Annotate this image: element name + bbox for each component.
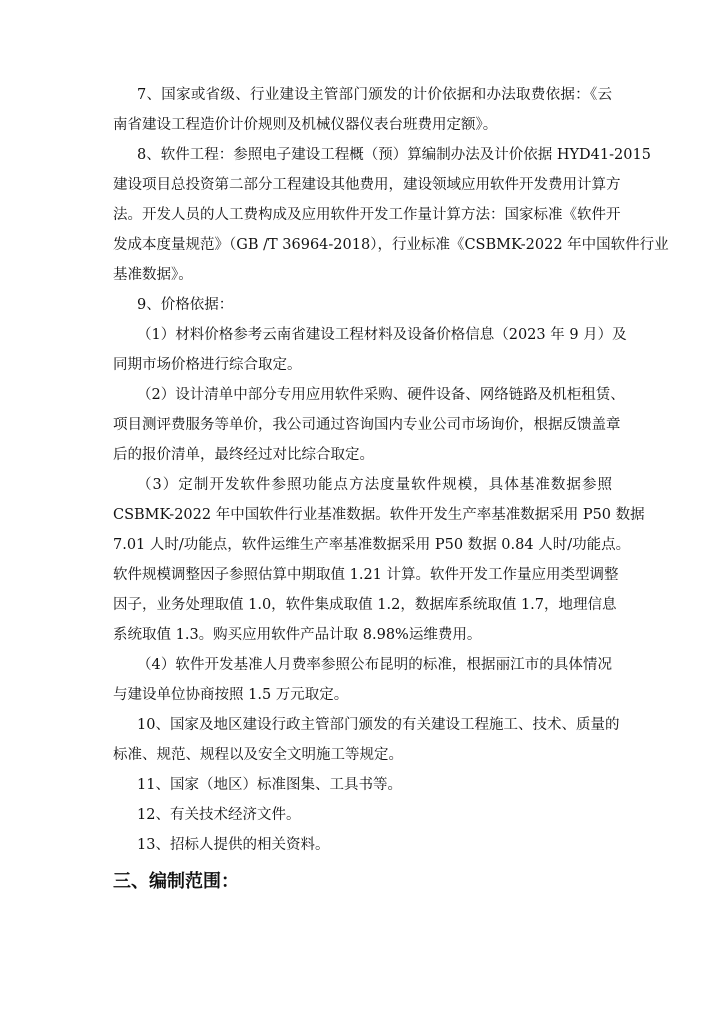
para-9-3-line-6: 系统取值 1.3。购买应用软件产品计取 8.98%运维费用。 — [113, 627, 482, 643]
para-9-3-line-4: 软件规模调整因子参照估算中期取值 1.21 计算。软件开发工作量应用类型调整 — [113, 567, 619, 583]
para-9-2-line-2: 项目测评费服务等单价，我公司通过咨询国内专业公司市场询价，根据反馈盖章 — [113, 417, 621, 433]
para-10-line-1: 10、国家及地区建设行政主管部门颁发的有关建设工程施工、技术、质量的 — [137, 717, 620, 733]
para-9-2-line-1: （2）设计清单中部分专用应用软件采购、硬件设备、网络链路及机柜租赁、 — [137, 387, 625, 403]
para-9-1-line-1: （1）材料价格参考云南省建设工程材料及设备价格信息（2023 年 9 月）及 — [137, 327, 627, 343]
para-8-line-2: 建设项目总投资第二部分工程建设其他费用，建设领域应用软件开发费用计算方 — [113, 177, 621, 193]
para-9-4-line-1: （4）软件开发基准人月费率参照公布昆明的标准，根据丽江市的具体情况 — [137, 657, 612, 673]
para-12: 12、有关技术经济文件。 — [137, 807, 301, 823]
para-9-3-line-2: CSBMK-2022 年中国软件行业基准数据。软件开发生产率基准数据采用 P50 数据 — [113, 507, 645, 523]
para-10-line-2: 标准、规范、规程以及安全文明施工等规定。 — [113, 747, 403, 763]
para-8-line-5: 基准数据》。 — [113, 267, 193, 283]
para-8-line-3: 法。开发人员的人工费构成及应用软件开发工作量计算方法：国家标准《软件开 — [113, 207, 621, 223]
para-9-4-line-2: 与建设单位协商按照 1.5 万元取定。 — [113, 687, 349, 703]
section-heading: 三、编制范围： — [113, 871, 239, 892]
para-9-title: 9、价格依据： — [137, 297, 234, 313]
para-9-3-line-3: 7.01 人时/功能点，软件运维生产率基准数据采用 P50 数据 0.84 人时/功能点。 — [113, 537, 631, 553]
para-9-1-line-2: 同期市场价格进行综合取定。 — [113, 357, 302, 373]
para-9-3-line-1: （3）定制开发软件参照功能点方法度量软件规模，具体基准数据参照 — [137, 477, 612, 493]
para-11: 11、国家（地区）标准图集、工具书等。 — [137, 777, 402, 793]
para-9-3-line-5: 因子，业务处理取值 1.0，软件集成取值 1.2，数据库系统取值 1.7，地理信息 — [113, 597, 617, 613]
para-8-line-1: 8、软件工程：参照电子建设工程概（预）算编制办法及计价依据 HYD41-2015 — [137, 147, 651, 163]
para-7-line-1: 7、国家或省级、行业建设主管部门颁发的计价依据和办法取费依据：《云 — [137, 87, 612, 103]
para-7-line-2: 南省建设工程造价计价规则及机械仪器仪表台班费用定额》。 — [113, 117, 498, 133]
para-13: 13、招标人提供的相关资料。 — [137, 837, 330, 853]
para-9-2-line-3: 后的报价清单，最终经过对比综合取定。 — [113, 447, 374, 463]
para-8-line-4: 发成本度量规范》（GB /T 36964-2018），行业标准《CSBMK-2022 年中国软件行业 — [113, 237, 669, 253]
